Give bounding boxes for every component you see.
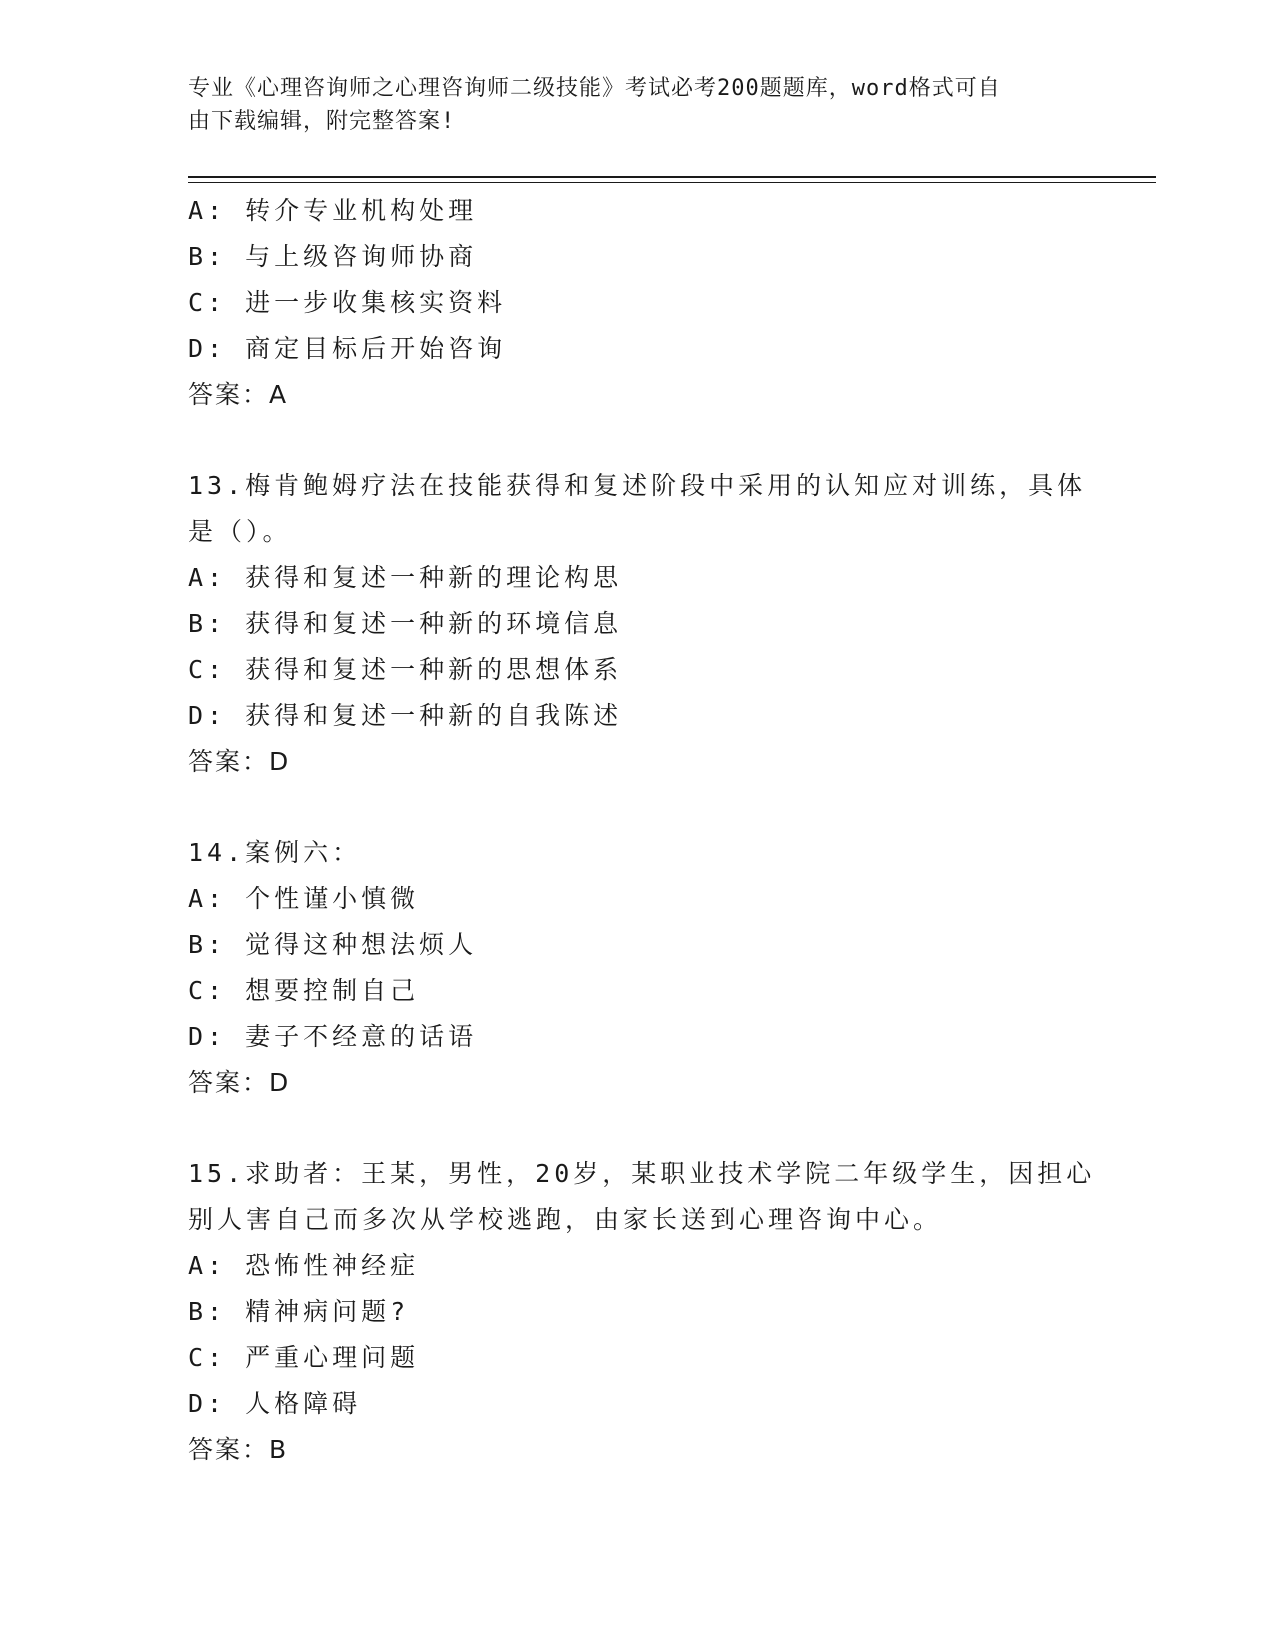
header-rule-thin — [188, 182, 1156, 183]
option-b: B: 获得和复述一种新的环境信息 — [188, 609, 623, 638]
option-b: B: 觉得这种想法烦人 — [188, 930, 478, 959]
answer: 答案：D — [188, 747, 291, 776]
question-14 — [188, 830, 1108, 1106]
header-line-1: 专业《心理咨询师之心理咨询师二级技能》考试必考200题题库，word格式可自 — [188, 76, 1001, 101]
spacer — [188, 785, 1108, 830]
option-d: D: 获得和复述一种新的自我陈述 — [188, 701, 623, 730]
header-rule-thick — [188, 176, 1156, 178]
option-c: C: 严重心理问题 — [188, 1343, 420, 1372]
answer: 答案：B — [188, 1435, 289, 1464]
option-d: D: 妻子不经意的话语 — [188, 1022, 478, 1051]
question-text-line-2: 是（）。 — [188, 517, 292, 546]
question-15 — [188, 1151, 1108, 1473]
option-b: B: 与上级咨询师协商 — [188, 242, 478, 271]
header-line-2: 由下载编辑，附完整答案! — [188, 109, 456, 134]
question-text-line-1: 13.梅肯鲍姆疗法在技能获得和复述阶段中采用的认知应对训练，具体 — [188, 471, 1087, 500]
question-13 — [188, 463, 1108, 785]
option-c: C: 进一步收集核实资料 — [188, 288, 507, 317]
option-c: C: 想要控制自己 — [188, 976, 420, 1005]
document-header — [188, 72, 1078, 138]
option-d: D: 商定目标后开始咨询 — [188, 334, 507, 363]
answer: 答案：A — [188, 380, 289, 409]
spacer — [188, 1106, 1108, 1151]
option-a: A: 个性谨小慎微 — [188, 884, 420, 913]
option-a: A: 转介专业机构处理 — [188, 196, 478, 225]
question-content — [188, 188, 1108, 1473]
answer: 答案：D — [188, 1068, 291, 1097]
question-text-line-1: 15.求助者：王某，男性，20岁，某职业技术学院二年级学生，因担心 — [188, 1159, 1096, 1188]
spacer — [188, 418, 1108, 463]
question-12 — [188, 188, 1108, 418]
option-d: D: 人格障碍 — [188, 1389, 362, 1418]
option-c: C: 获得和复述一种新的思想体系 — [188, 655, 623, 684]
option-a: A: 恐怖性神经症 — [188, 1251, 420, 1280]
option-b: B: 精神病问题? — [188, 1297, 410, 1326]
question-text-line-1: 14.案例六： — [188, 838, 362, 867]
option-a: A: 获得和复述一种新的理论构思 — [188, 563, 623, 592]
question-text-line-2: 别人害自己而多次从学校逃跑，由家长送到心理咨询中心。 — [188, 1205, 943, 1234]
